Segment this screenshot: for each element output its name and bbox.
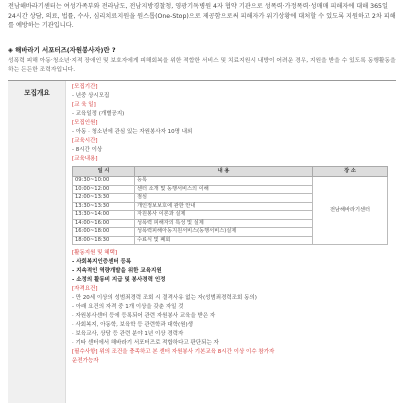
- info-line: - 사회복지인증센터 등록: [72, 259, 132, 266]
- panel-label-cell: [8, 81, 66, 403]
- schedule-place: 전남해바라기센터: [313, 177, 388, 245]
- info-line: - 지속적인 역량개발을 위한 교육지원: [72, 268, 162, 275]
- info-heading: [필수사항] 위의 조건을 충족하고 본 센터 자원봉사 기본교육 8시간 이상 이수 참가자: [72, 349, 275, 356]
- info-lines-bottom: [72, 249, 392, 366]
- section-title: ◈ 해바라기 서포터즈(자원봉사자)란 ?: [8, 46, 116, 54]
- info-lines-top: [72, 83, 392, 164]
- info-line: · 기타 센터에서 해바라기 서포터즈로 적합하다고 판단되는 자: [72, 340, 219, 347]
- info-heading: [교육내용]: [72, 156, 98, 162]
- schedule-content: 센터 소개 및 동행서비스의 이해: [135, 185, 313, 194]
- section-description: 성폭력 피해 아동·청소년·지적 장애인 및 보호자에게 피해회복을 위한 적합한 서비스 및 치료지원시 내방이 어려운 경우, 지원을 받을 수 있도록 동행활동을 하는 든든한 조력자입니다.: [8, 58, 396, 73]
- info-heading: [활동지원 및 혜택]: [72, 250, 117, 257]
- info-line: - 아동 · 청소년에 관심 있는 자원봉사자 10명 내외: [72, 129, 193, 135]
- info-line: · 보육교사, 상담 등 관련 분야 1년 이상 경력자: [72, 331, 184, 338]
- schedule-time: 13:30~13:30: [73, 202, 135, 211]
- info-line: · 사회복지, 아동학, 보육학 등 관련학과 대학(원)생: [72, 322, 193, 329]
- schedule-time: 13:30~14:00: [73, 211, 135, 220]
- info-line: - 교육일정 (개별공지): [72, 111, 125, 117]
- table-row: [73, 177, 388, 186]
- education-schedule-table: [72, 166, 388, 245]
- info-heading: [자격요건]: [72, 286, 98, 293]
- schedule-time: 16:00~18:00: [73, 228, 135, 237]
- schedule-time: 14:00~16:00: [73, 219, 135, 228]
- info-line: - 소정의 활동비 지급 및 봉사경력 인정: [72, 277, 166, 284]
- schedule-content: 성폭력 피해자의 특성 및 실제: [135, 219, 313, 228]
- info-heading: 운전가능자: [72, 358, 99, 365]
- schedule-content: 등록: [135, 177, 313, 186]
- schedule-content: 수료식 및 폐회: [135, 236, 313, 245]
- info-heading: [모집기간]: [72, 84, 98, 90]
- info-heading: [교 육 일]: [72, 102, 96, 108]
- panel-label: 모집개요: [24, 89, 50, 97]
- info-heading: [모집인원]: [72, 120, 98, 126]
- info-line: · 자원봉사센터 등에 등록되어 관련 자원봉사 교육을 받은 자: [72, 313, 216, 320]
- recruit-overview-panel: [8, 80, 396, 403]
- intro-paragraph: 전남해바라기센터는 여성가족부와 전라남도, 전남지방경찰청, 영광기독병원 4자 협약 기관으로 성폭력·가정폭력·성매매 피해자에 대해 365일 24시간 상담, 의료, 법률, 수사, 심리치료지원을 원스톱(One-Stop)으로 제공함으로써 피해자가 위기상황에 대처할 수 있도록 지원하고 2차 피해를 예방하는 기관입니다.: [8, 3, 396, 30]
- schedule-time: 18:00~18:30: [73, 236, 135, 245]
- schedule-time: 12:00~13:30: [73, 194, 135, 203]
- schedule-time: 10:00~12:00: [73, 185, 135, 194]
- schedule-content: 개인정보보호에 관한 안내: [135, 202, 313, 211]
- info-line: - 년중 상시모집: [72, 93, 110, 99]
- info-line: - 아래 요건의 자격 중 1개 이상을 갖춘 자일 것: [72, 304, 184, 311]
- schedule-header-place: 장 소: [313, 167, 388, 177]
- schedule-content: 성폭력피해아동지원서비스(동행서비스)실제: [135, 228, 313, 237]
- schedule-time: 09:30~10:00: [73, 177, 135, 186]
- info-line: - 만 20세 이상의 성범죄경력 조회 시 결격사유 없는 자(성범죄경력조회 동의): [72, 295, 257, 302]
- panel-content: [72, 83, 392, 366]
- info-line: - 8시간 이상: [72, 147, 103, 153]
- schedule-content: 자원봉사 이론과 실제: [135, 211, 313, 220]
- schedule-header-content: 내 용: [135, 167, 313, 177]
- schedule-content: 점심: [135, 194, 313, 203]
- info-heading: [교육시간]: [72, 138, 98, 144]
- schedule-header-time: 일 시: [73, 167, 135, 177]
